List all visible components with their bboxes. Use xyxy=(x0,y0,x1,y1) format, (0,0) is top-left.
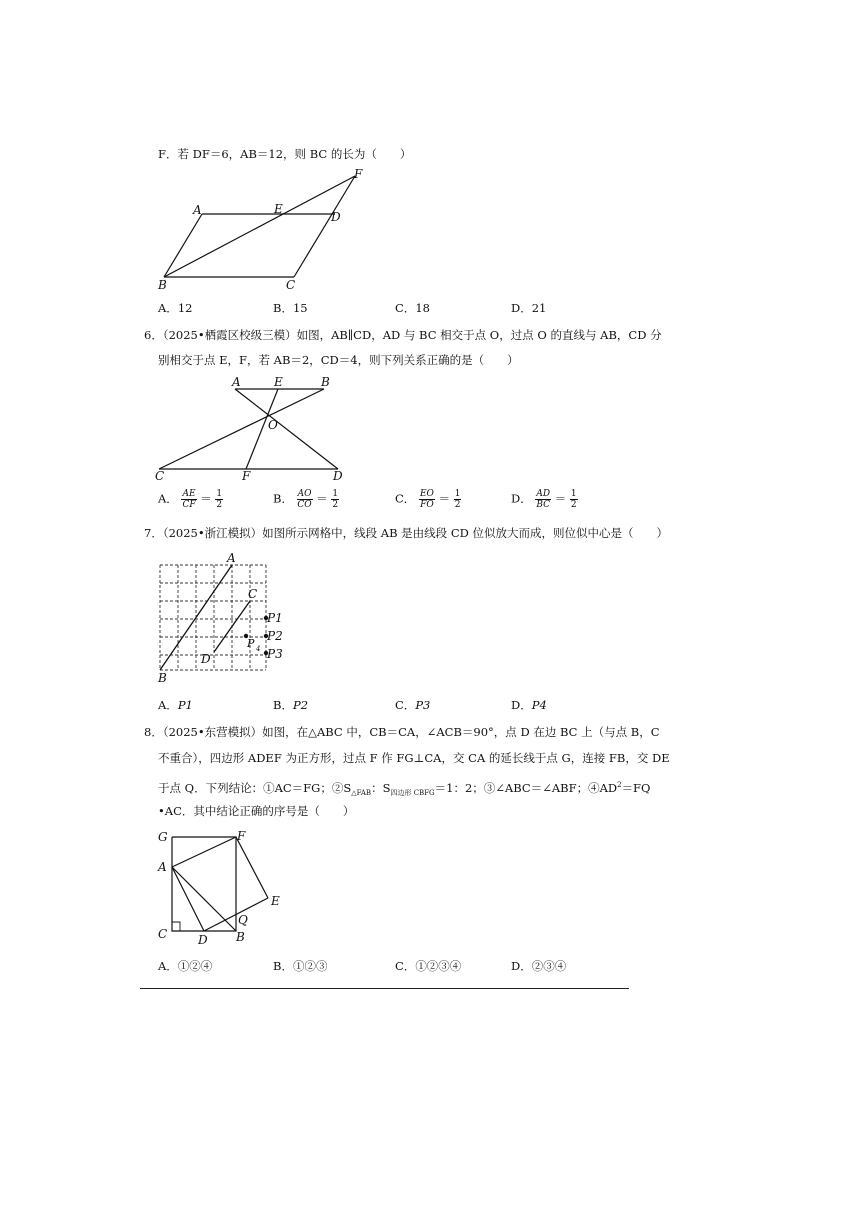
q8-option-a[interactable]: A．①②④ xyxy=(158,959,213,973)
q5-option-c[interactable]: C．18 xyxy=(395,301,430,315)
q8-label-g: G xyxy=(158,830,168,844)
q8-label-d: D xyxy=(198,933,208,947)
q6-option-d[interactable]: D． $\frac{AD}{BC}$ ＝ $\frac{1}{2}$ xyxy=(511,489,577,510)
q7-label-p2: P2 xyxy=(267,629,283,643)
q7-stem: 7．（2025•浙江模拟）如图所示网格中，线段 AB 是由线段 CD 位似放大而成，则位似中心是（ ） xyxy=(144,526,669,540)
q6-label-f: F xyxy=(242,469,251,483)
q5-label-d: D xyxy=(331,210,341,224)
q5-figure xyxy=(150,168,380,293)
q7-label-d: D xyxy=(201,652,211,666)
q8-label-e: E xyxy=(271,894,280,908)
q6-stem-line2: 别相交于点 E，F，若 AB＝2，CD＝4，则下列关系正确的是（ ） xyxy=(158,353,519,367)
q7-label-p3: P3 xyxy=(267,647,283,661)
q6-option-b[interactable]: B． $\frac{AO}{CO}$ ＝ $\frac{1}{2}$ xyxy=(273,489,339,510)
q7-option-d[interactable]: D．P4 xyxy=(511,698,547,712)
q6-label-a: A xyxy=(232,375,241,389)
q6-figure xyxy=(150,372,350,484)
q6-label-d: D xyxy=(333,469,343,483)
q8-label-c: C xyxy=(158,927,168,941)
q7-label-a: A xyxy=(227,551,236,565)
q8-stem-line3: 于点 Q．下列结论：①AC＝FG；$②S_{\triangle FAB}$：$S_{四边形 CBFG}=1$：2；③∠ABC＝∠ABF；$④AD^2=FQ$ xyxy=(158,780,651,798)
q5-label-b: B xyxy=(158,278,167,292)
q7-grid xyxy=(160,565,266,670)
q6-label-b: B xyxy=(321,375,330,389)
q8-label-q: Q xyxy=(238,913,248,927)
q8-label-f: F xyxy=(237,829,246,843)
q6-option-a[interactable]: A． $\frac{AE}{CF}$ ＝ $\frac{1}{2}$ xyxy=(158,489,223,510)
q7-label-p4: P xyxy=(247,637,255,650)
q6-option-c[interactable]: C． $\frac{EO}{FO}$ ＝ $\frac{1}{2}$ xyxy=(395,489,461,510)
q8-label-b: B xyxy=(236,930,245,944)
q6-label-c: C xyxy=(155,469,165,483)
q7-option-c[interactable]: C．P3 xyxy=(395,698,431,712)
q6-stem-line1: 6．（2025•栖霞区校级三模）如图，AB∥CD，AD 与 BC 相交于点 O，过点 O 的直线与 AB，CD 分 xyxy=(144,328,662,342)
q8-stem-line1: 8．（2025•东营模拟）如图，在△ABC 中，CB＝CA，∠ACB＝90°，点 D 在边 BC 上（与点 B，C xyxy=(144,725,660,739)
q7-option-a[interactable]: A．P1 xyxy=(158,698,193,712)
q5-label-c: C xyxy=(286,278,296,292)
q6-label-e: E xyxy=(274,375,283,389)
q5-option-a[interactable]: A．12 xyxy=(158,301,193,315)
q5-option-b[interactable]: B．15 xyxy=(273,301,308,315)
q8-option-b[interactable]: B．①②③ xyxy=(273,959,328,973)
q5-stem: F．若 DF＝6，AB＝12，则 BC 的长为（ ） xyxy=(158,147,412,161)
q6-label-o: O xyxy=(268,418,278,432)
q8-option-c[interactable]: C．①②③④ xyxy=(395,959,462,973)
q7-label-b: B xyxy=(158,671,167,685)
q8-stem-line4: •AC．其中结论正确的序号是（ ） xyxy=(158,804,355,818)
q7-figure xyxy=(150,550,290,685)
page-divider xyxy=(140,988,629,989)
q7-label-c: C xyxy=(248,587,258,601)
q5-label-e: E xyxy=(274,202,283,216)
q8-stem-line2: 不重合），四边形 ADEF 为正方形，过点 F 作 FG⊥CA，交 CA 的延长线于点 G，连接 FB，交 DE xyxy=(158,751,670,765)
q8-label-a: A xyxy=(158,860,167,874)
q7-label-p1: P1 xyxy=(267,611,283,625)
q7-label-p4-sub: 4 xyxy=(256,645,261,653)
q5-option-d[interactable]: D．21 xyxy=(511,301,547,315)
q8-option-d[interactable]: D．②③④ xyxy=(511,959,567,973)
q8-figure xyxy=(150,825,290,947)
q5-label-f: F xyxy=(354,168,363,181)
q5-label-a: A xyxy=(193,203,202,217)
q7-option-b[interactable]: B．P2 xyxy=(273,698,309,712)
